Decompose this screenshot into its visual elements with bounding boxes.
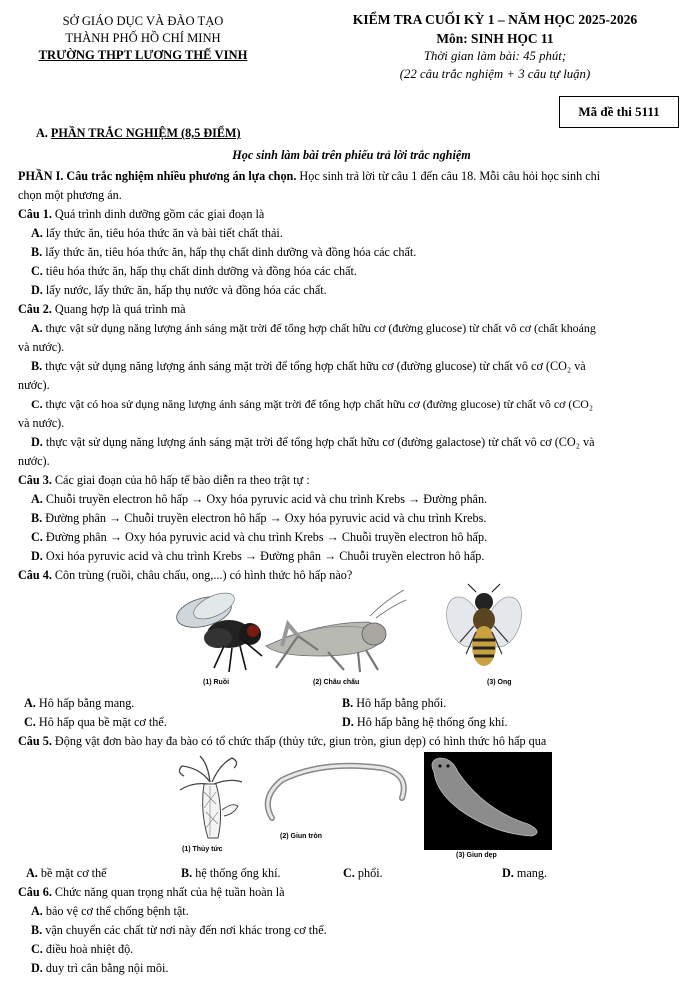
exam-composition: (22 câu trắc nghiệm + 3 câu tự luận) [399,66,591,81]
part1-intro: PHẦN I. Câu trắc nghiệm nhiều phương án lựa chọn. Học sinh trả lời từ câu 1 đến câu 18. Mỗi câu hỏi học sinh chỉ [18,169,601,183]
q6-option-a: A. bảo vệ cơ thể chống bệnh tật. [31,904,189,918]
q6-stem: Câu 6. Chức năng quan trọng nhất của hệ tuần hoàn là [18,885,285,899]
q3-option-b: B. Đường phân → Chuỗi truyền electron hô hấp → Oxy hóa pyruvic acid và chu trình Krebs. [31,511,487,525]
q3-option-c: C. Đường phân → Oxy hóa pyruvic acid và chu trình Krebs → Chuỗi truyền electron hô hấp. [31,530,488,544]
q5-caption-2: (2) Giun tròn [280,833,322,840]
section-a-heading: A. PHẦN TRẮC NGHIỆM (8,5 ĐIỂM) [36,126,241,140]
roundworm-illustration [262,758,412,830]
q5-caption-3: (3) Giun dẹp [456,852,497,859]
q3-option-d: D. Oxi hóa pyruvic acid và chu trình Krebs → Đường phân → Chuỗi truyền electron hô hấp. [31,549,485,563]
grasshopper-illustration [258,586,408,678]
header-left [18,13,268,64]
q5-stem: Câu 5. Động vật đơn bào hay đa bào có tổ chức thấp (thủy tức, giun tròn, giun dẹp) có hình thức hô hấp qua [18,734,547,748]
q5-option-d: D. mang. [502,866,548,880]
exam-code: Mã đề thi 5111 [578,103,660,119]
q3-option-a: A. Chuỗi truyền electron hô hấp → Oxy hóa pyruvic acid và chu trình Krebs → Đường phân. [31,492,488,506]
q1-option-c: C. tiêu hóa thức ăn, hấp thụ chất dinh dưỡng và đồng hóa các chất. [31,264,357,278]
q4-option-a: A. Hô hấp bằng mang. [24,696,135,710]
dept-line-1: SỞ GIÁO DỤC VÀ ĐÀO TẠO [62,14,224,28]
q4-option-b: B. Hô hấp bằng phổi. [342,696,447,710]
q1-stem: Câu 1. Quá trình dinh dưỡng gồm các giai đoạn là [18,207,265,221]
q4-option-d: D. Hô hấp bằng hệ thống ống khí. [342,715,508,729]
exam-code-box [559,96,679,128]
q6-option-c: C. điều hoà nhiệt độ. [31,942,134,956]
header-right [300,11,690,84]
flatworm-illustration [424,752,552,850]
q6-option-d: D. duy trì cân bằng nội môi. [31,961,169,975]
subject: Môn: SINH HỌC 11 [436,30,554,46]
q1-option-b: B. lấy thức ăn, tiêu hóa thức ăn, hấp thụ chất dinh dưỡng và đồng hóa các chất. [31,245,417,259]
q2-option-c-cont: và nước). [18,416,65,430]
q6-option-b: B. vận chuyển các chất từ nơi này đến nơi khác trong cơ thể. [31,923,327,937]
q1-option-d: D. lấy nước, lấy thức ăn, hấp thụ nước và đồng hóa các chất. [31,283,327,297]
school-name: TRƯỜNG THPT LƯƠNG THẾ VINH [38,48,248,62]
hydra-illustration [170,752,250,844]
q5-option-a: A. bề mặt cơ thể [26,866,107,880]
q5-option-c: C. phổi. [343,866,383,880]
q2-option-c: C. thực vật có hoa sử dụng năng lượng ánh sáng mặt trời để tổng hợp chất hữu cơ (đường glucose) từ chất vô cơ (CO₂ [31,397,593,411]
section-a-title: PHẦN TRẮC NGHIỆM (8,5 ĐIỂM) [50,126,241,140]
dept-line-2: THÀNH PHỐ HỒ CHÍ MINH [65,31,221,45]
q2-option-a-cont: và nước). [18,340,65,354]
q4-caption-2: (2) Châu chấu [313,679,360,686]
q2-option-d: D. thực vật sử dụng năng lượng ánh sáng mặt trời để tổng hợp chất hữu cơ (đường galactose) từ chất vô cơ (CO₂ và [31,435,595,449]
q4-caption-1: (1) Ruồi [203,679,230,686]
q2-option-b: B. thực vật sử dụng năng lượng ánh sáng mặt trời để tổng hợp chất hữu cơ (đường glucose) từ chất vô cơ (CO₂ và [31,359,586,373]
q4-option-c: C. Hô hấp qua bề mặt cơ thể. [24,715,167,729]
q2-option-d-cont: nước). [18,454,50,468]
q5-option-b: B. hệ thống ống khí. [181,866,281,880]
exam-time: Thời gian làm bài: 45 phút; [423,49,567,64]
q2-stem: Câu 2. Quang hợp là quá trình mà [18,302,186,316]
q4-caption-3: (3) Ong [487,679,512,686]
q2-option-a: A. thực vật sử dụng năng lượng ánh sáng mặt trời để tổng hợp chất hữu cơ (đường glucose) từ chất vô cơ (chất khoáng [31,321,596,335]
q2-option-b-cont: nước). [18,378,50,392]
section-a-instruction: Học sinh làm bài trên phiếu trả lời trắc nghiệm [232,148,471,162]
q3-stem: Câu 3. Các giai đoạn của hô hấp tế bào diễn ra theo trật tự : [18,473,310,487]
q4-stem: Câu 4. Côn trùng (ruồi, châu chấu, ong,...) có hình thức hô hấp nào? [18,568,353,582]
bee-illustration [446,582,524,678]
exam-title: KIỂM TRA CUỐI KỲ 1 – NĂM HỌC 2025-2026 [352,12,638,27]
q1-option-a: A. lấy thức ăn, tiêu hóa thức ăn và bài tiết chất thải. [31,226,283,240]
q5-caption-1: (1) Thủy tức [182,846,223,853]
part1-intro-cont: chọn một phương án. [18,188,122,202]
